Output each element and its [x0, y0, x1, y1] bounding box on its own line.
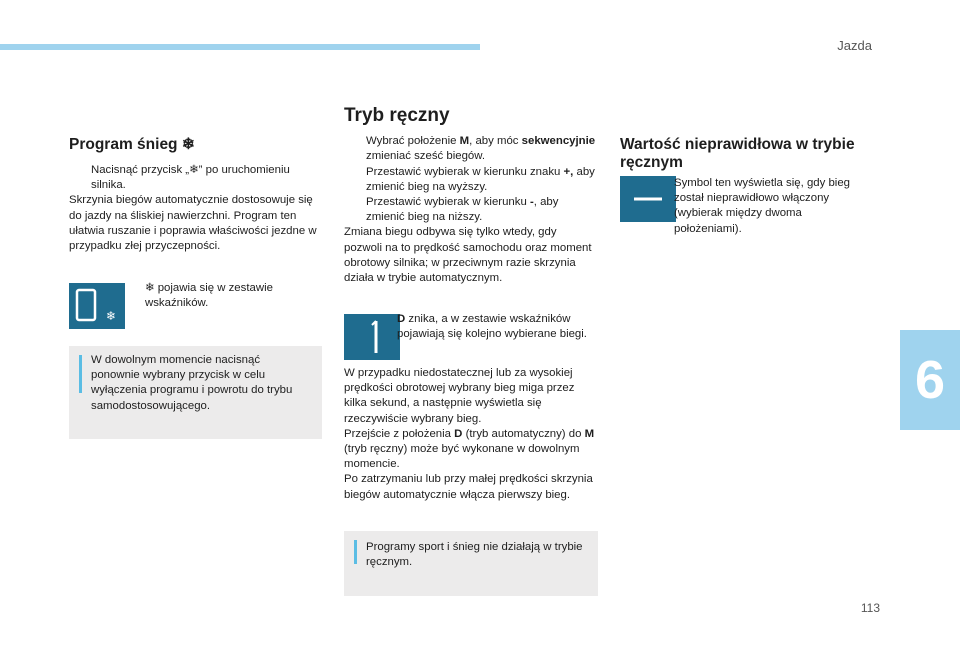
invalid-gear-icon: [620, 176, 676, 222]
gear-indicator-icon: [344, 314, 400, 360]
manual-icon-text: D znika, a w zestawie wskaźników pojawiają się kolejno wybierane biegi.: [397, 313, 587, 341]
snow-paragraph: Skrzynia biegów automatycznie dostosowuje się do jazdy na śliskiej nawierzchni. Program ten ułatwia ruszanie i poprawia właściwości jezdne w przypadku złej przyczepności.: [69, 194, 317, 253]
snow-title: Program śnieg ❄: [69, 136, 195, 153]
bullet-mark: [344, 195, 366, 225]
snow-bullet: Nacisnąć przycisk „❄” po uruchomieniu silnika.: [69, 163, 319, 193]
note-bar: [79, 355, 82, 393]
bullet-mark: [344, 165, 366, 195]
manual-paragraph-3: Przejście z położenia D (tryb automatyczny) do M (tryb ręczny) może być wykonane w dowolnym momencie.: [344, 427, 595, 471]
manual-section-2: [344, 366, 596, 503]
manual-paragraph-2: W przypadku niedostatecznej lub za wysokiej prędkości obrotowej wybrany bieg miga przez kilka sekund, a następnie wyświetla się rzeczywiście wybrany bieg.: [344, 367, 575, 425]
invalid-section: [620, 136, 875, 172]
page-number: 113: [860, 601, 880, 615]
snow-note: W dowolnym momencie nacisnąć ponownie wybrany przycisk w celu wyłączenia programu i powrotu do trybu samodostosowującego.: [69, 346, 322, 439]
manual-bullet-2: Przestawić wybierak w kierunku znaku +, aby zmienić bieg na wyższy.: [344, 165, 596, 195]
snow-section: [69, 136, 319, 254]
top-accent-bar: [0, 44, 480, 50]
invalid-icon-text: Symbol ten wyświetla się, gdy bieg został nieprawidłowo włączony (wybierak między dwoma położeniami).: [674, 177, 851, 235]
manual-section: [344, 105, 596, 286]
manual-note: Programy sport i śnieg nie działają w trybie ręcznym.: [344, 531, 598, 596]
bullet-mark: [69, 163, 91, 193]
section-header: Jazda: [837, 38, 872, 53]
manual-bullet-1: Wybrać położenie M, aby móc sekwencyjnie zmieniać sześć biegów.: [344, 134, 596, 164]
svg-text:❄: ❄: [106, 309, 117, 323]
snow-indicator-icon: [69, 283, 125, 329]
chapter-tab: [900, 330, 960, 430]
chapter-number: 6: [914, 350, 946, 410]
manual-paragraph-4: Po zatrzymaniu lub przy małej prędkości skrzynia biegów automatycznie włącza pierwszy bieg.: [344, 473, 593, 501]
note-bar: [354, 540, 357, 564]
invalid-title: Wartość nieprawidłowa w trybie ręcznym: [620, 136, 855, 171]
bullet-mark: [344, 134, 366, 164]
manual-paragraph-1: Zmiana biegu odbywa się tylko wtedy, gdy pozwoli na to prędkość samochodu oraz moment obrotowy silnika; w przeciwnym razie skrzynia działa w trybie automatycznym.: [344, 226, 592, 285]
manual-title: Tryb ręczny: [344, 105, 450, 126]
manual-bullet-3: Przestawić wybierak w kierunku -, aby zmienić bieg na niższy.: [344, 195, 596, 225]
snow-icon-text: ❄ pojawia się w zestawie wskaźników.: [145, 282, 273, 310]
